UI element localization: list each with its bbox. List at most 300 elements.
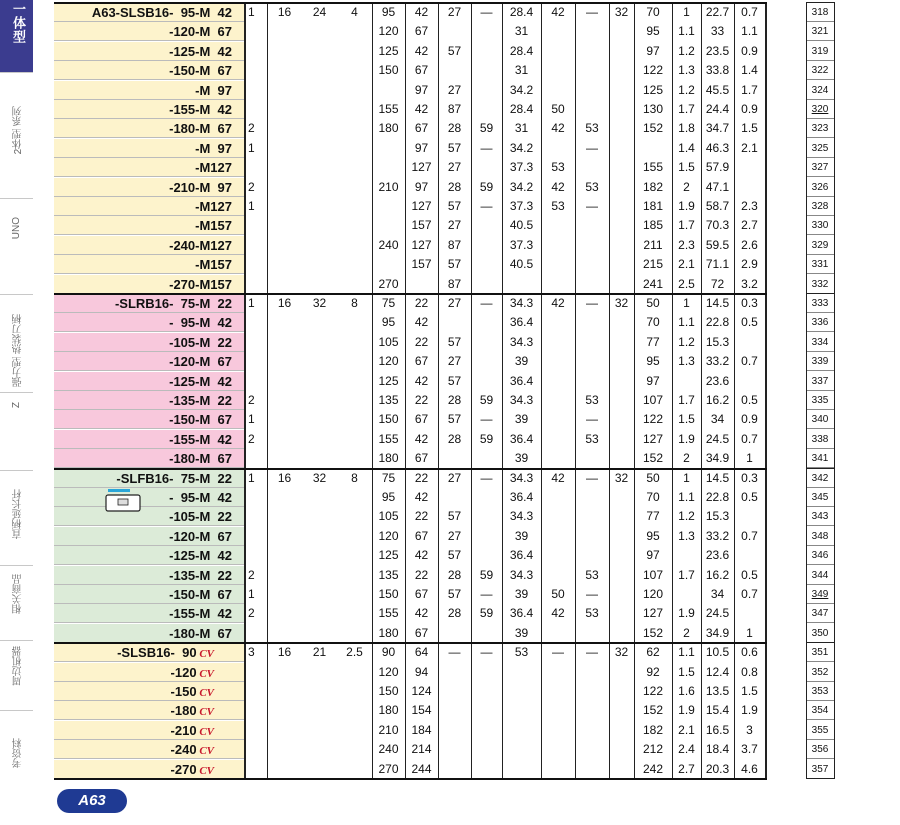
grid-line (372, 3, 373, 779)
sidebar-section-label: 相关商品 (13, 573, 24, 614)
table-row (54, 527, 829, 546)
spec-cell (734, 333, 765, 352)
spec-cell: 180 (378, 121, 399, 136)
spec-cell (575, 255, 609, 274)
spec-cell: 3 (746, 722, 753, 737)
ref-page-link[interactable]: 340 (806, 410, 834, 429)
ref-page-link[interactable]: 322 (806, 61, 834, 80)
spec-cell (672, 372, 701, 391)
sidebar-section[interactable] (0, 640, 33, 711)
group-separator-page (806, 468, 835, 469)
cv-mark: CV (196, 706, 214, 719)
spec-cell: 127 (411, 160, 432, 175)
spec-cell (267, 682, 302, 701)
grid-line (575, 3, 576, 779)
ref-page-link[interactable]: 329 (806, 236, 834, 255)
spec-cell: 0.7 (741, 528, 758, 543)
spec-cell: 125 (378, 548, 399, 563)
spec-cell (471, 333, 502, 352)
group-separator-page (806, 2, 835, 3)
ref-page-link[interactable]: 334 (806, 333, 834, 352)
model-number (54, 197, 244, 216)
spec-cell: 244 (411, 761, 432, 776)
ref-page-link[interactable]: 357 (806, 760, 834, 779)
spec-cell (609, 119, 634, 138)
spec-cell (244, 624, 267, 643)
model-text: -150-M 67 (169, 63, 232, 79)
model-text: -125-M 42 (169, 43, 232, 59)
spec-cell: 125 (642, 82, 664, 97)
cv-mark: CV (196, 745, 214, 758)
spec-cell (471, 701, 502, 720)
spec-cell (244, 488, 267, 507)
spec-cell: 42 (551, 5, 565, 19)
spec-cell: 28.4 (509, 43, 534, 58)
spec-cell (541, 566, 575, 585)
spec-cell (267, 527, 302, 546)
spec-cell (302, 682, 337, 701)
ref-page-link[interactable]: 350 (806, 624, 834, 643)
spec-cell (609, 604, 634, 623)
ref-page-link[interactable]: 341 (806, 449, 834, 468)
spec-cell: 240 (378, 742, 399, 757)
spec-cell (541, 682, 575, 701)
spec-cell: 0.3 (741, 470, 758, 485)
model-text: -120-M 67 (169, 24, 232, 40)
spec-cell: 95 (646, 354, 660, 369)
spec-cell: 53 (585, 606, 599, 621)
spec-cell: 28 (447, 179, 462, 194)
spec-cell: 1.5 (741, 684, 758, 698)
spec-cell (267, 721, 302, 740)
table-row (54, 740, 829, 759)
spec-cell: 2 (683, 451, 690, 466)
spec-cell (609, 61, 634, 80)
spec-cell: 13.5 (705, 684, 730, 698)
grid-line (405, 3, 406, 779)
spec-cell: 2.1 (741, 140, 758, 155)
spec-cell: 27 (447, 470, 462, 485)
sidebar-section[interactable] (0, 565, 33, 641)
ref-page-link[interactable]: 333 (806, 294, 834, 313)
spec-cell: 2 (248, 179, 255, 194)
table-row (54, 22, 829, 41)
ref-page-link[interactable]: 349 (806, 585, 834, 604)
spec-cell (609, 760, 634, 779)
spec-cell (634, 139, 672, 158)
spec-cell (541, 61, 575, 80)
spec-cell (337, 178, 372, 197)
spec-cell (471, 61, 502, 80)
spec-cell (609, 333, 634, 352)
spec-cell (302, 566, 337, 585)
spec-cell (541, 42, 575, 61)
spec-cell: 2.1 (678, 722, 695, 737)
spec-cell (575, 663, 609, 682)
spec-cell (337, 682, 372, 701)
spec-cell: 2.3 (741, 199, 758, 213)
spec-cell (244, 100, 267, 119)
ref-page-link[interactable]: 328 (806, 197, 834, 216)
spec-cell: 1.3 (678, 63, 695, 78)
spec-cell (337, 391, 372, 410)
sidebar-section-label: Z (11, 402, 22, 409)
ref-page-link[interactable]: 345 (806, 488, 834, 507)
spec-cell: 2.7 (741, 218, 758, 233)
spec-cell: 70 (646, 315, 660, 330)
spec-cell (541, 507, 575, 526)
spec-cell: 32 (614, 296, 629, 310)
ref-page-link[interactable]: 318 (806, 3, 834, 22)
spec-cell: 1.1 (678, 315, 695, 330)
sidebar-section[interactable] (0, 392, 33, 471)
spec-cell (471, 721, 502, 740)
spec-cell (609, 81, 634, 100)
spec-cell (267, 430, 302, 449)
table-row (54, 42, 829, 61)
model-text: -120-M 67 (169, 528, 232, 544)
spec-cell: 2 (683, 179, 690, 194)
spec-cell (337, 488, 372, 507)
spec-cell: 1 (248, 199, 255, 213)
spec-cell (609, 22, 634, 41)
model-text: -180-M 67 (169, 121, 232, 137)
spec-cell (337, 119, 372, 138)
spec-cell: — (586, 5, 598, 19)
spec-cell: 2.3 (678, 237, 695, 252)
spec-cell (244, 81, 267, 100)
spec-cell: 2.6 (741, 237, 758, 252)
spec-cell: 97 (646, 373, 660, 388)
model-text: -150 (170, 684, 197, 699)
spec-cell: 53 (585, 393, 599, 407)
ref-page-link[interactable]: 355 (806, 721, 834, 740)
spec-cell: 36.4 (509, 490, 534, 504)
ref-page-link[interactable]: 326 (806, 178, 834, 197)
model-number (54, 721, 244, 740)
spec-cell: 53 (585, 179, 599, 194)
model-number (54, 469, 244, 488)
spec-cell (471, 42, 502, 61)
spec-cell: 67 (414, 63, 429, 78)
model-text: -150-M 67 (169, 587, 232, 602)
spec-cell: 0.9 (741, 412, 758, 427)
group-separator (54, 468, 767, 470)
ref-page-link[interactable]: 342 (806, 469, 834, 488)
spec-cell: — (480, 587, 493, 601)
ref-page-link[interactable]: 335 (806, 391, 834, 410)
spec-cell: 27 (447, 82, 462, 97)
spec-cell: 16.2 (705, 567, 730, 582)
spec-cell: 87 (447, 237, 462, 252)
cv-mark: CV (196, 667, 214, 680)
spec-cell: 1.9 (678, 431, 695, 446)
spec-cell: 1 (683, 470, 690, 485)
spec-cell: 53 (551, 199, 565, 213)
spec-cell (302, 42, 337, 61)
table-row (54, 585, 829, 604)
spec-cell: 59 (479, 431, 494, 446)
spec-cell: 2 (248, 606, 255, 621)
table-row (54, 721, 829, 740)
spec-cell (267, 81, 302, 100)
spec-cell: 1.2 (678, 509, 695, 524)
sidebar-section[interactable] (0, 198, 33, 295)
spec-cell (267, 449, 302, 468)
cv-mark: CV (196, 725, 214, 738)
spec-cell: 33.8 (705, 63, 730, 78)
ref-page-link[interactable]: 356 (806, 740, 834, 759)
ref-page-link[interactable]: 344 (806, 566, 834, 585)
model-text: -135-M 22 (169, 393, 232, 408)
model-text: - 95-M 42 (169, 315, 232, 331)
spec-cell: 24.4 (705, 102, 730, 116)
spec-cell (471, 158, 502, 177)
ref-page-link[interactable]: 332 (806, 275, 834, 294)
spec-cell: 64 (414, 645, 429, 660)
sidebar-section-label: 直柄延长杆 (13, 488, 24, 539)
spec-cell: 1.9 (678, 606, 695, 621)
spec-cell (337, 721, 372, 740)
ref-page-link[interactable]: 348 (806, 527, 834, 546)
sidebar-section[interactable] (0, 294, 33, 393)
spec-cell (267, 585, 302, 604)
spec-cell: — (480, 412, 493, 427)
ref-page-link[interactable]: 346 (806, 546, 834, 565)
spec-cell (267, 236, 302, 255)
ref-page-link[interactable]: 352 (806, 663, 834, 682)
spec-cell: 22 (414, 393, 429, 407)
grid-line (471, 3, 472, 779)
spec-cell (609, 216, 634, 235)
table-row (54, 410, 829, 429)
spec-cell (609, 158, 634, 177)
spec-cell (267, 391, 302, 410)
sidebar-section[interactable] (0, 470, 33, 566)
spec-cell: 127 (642, 431, 664, 446)
ref-page-link[interactable]: 336 (806, 313, 834, 332)
sidebar-section[interactable] (0, 710, 33, 825)
model-text: -125-M 42 (169, 548, 232, 564)
table-row (54, 624, 829, 643)
spec-cell: 182 (642, 179, 664, 194)
spec-cell (471, 507, 502, 526)
spec-cell: 34.3 (509, 296, 534, 310)
spec-cell: 1.9 (741, 703, 758, 718)
ref-page-link[interactable]: 321 (806, 22, 834, 41)
ref-page-link[interactable]: 339 (806, 352, 834, 371)
ref-page-link[interactable]: 337 (806, 372, 834, 391)
cv-mark: CV (196, 648, 214, 661)
page-column-border (806, 3, 807, 779)
spec-cell: 92 (646, 664, 660, 679)
spec-cell (267, 216, 302, 235)
spec-cell (267, 178, 302, 197)
spec-cell: 1.5 (741, 121, 758, 136)
model-number (54, 604, 244, 623)
spec-cell: 72 (710, 276, 725, 291)
spec-cell: 16 (277, 5, 292, 19)
spec-cell: 1.5 (678, 664, 695, 679)
page-number-badge: A63 (57, 789, 127, 813)
model-number (54, 42, 244, 61)
ref-page-link[interactable]: 323 (806, 119, 834, 138)
sidebar-active-tab[interactable] (0, 0, 33, 72)
spec-cell (244, 352, 267, 371)
spec-cell (267, 313, 302, 332)
spec-cell: 3.2 (741, 276, 758, 291)
spec-cell: 53 (551, 160, 565, 175)
spec-cell: — (480, 470, 493, 485)
ref-page-link[interactable]: 347 (806, 604, 834, 623)
spec-cell (244, 721, 267, 740)
spec-cell: 14.5 (705, 470, 730, 485)
spec-cell (541, 546, 575, 565)
spec-cell (609, 430, 634, 449)
spec-cell: 32 (312, 470, 327, 485)
spec-cell: 155 (378, 606, 399, 621)
spec-cell: 95 (381, 315, 396, 330)
spec-cell (337, 546, 372, 565)
spec-cell: 67 (414, 451, 429, 466)
spec-cell (471, 760, 502, 779)
spec-cell (541, 624, 575, 643)
spec-cell (337, 430, 372, 449)
spec-cell (575, 22, 609, 41)
spec-cell (609, 721, 634, 740)
spec-cell: 0.5 (741, 393, 758, 407)
ref-page-link[interactable]: 331 (806, 255, 834, 274)
spec-cell: 1.9 (678, 199, 695, 213)
spec-cell (337, 372, 372, 391)
spec-cell: 270 (378, 276, 399, 291)
spec-cell: 150 (378, 412, 399, 427)
spec-cell (244, 449, 267, 468)
spec-cell: 2.5 (678, 276, 695, 291)
spec-cell: 107 (642, 393, 664, 407)
spec-cell (438, 61, 471, 80)
spec-cell (244, 61, 267, 80)
model-number (54, 430, 244, 449)
spec-cell: 15.3 (705, 509, 730, 524)
sidebar (0, 0, 33, 824)
spec-cell (541, 255, 575, 274)
spec-cell: 24.5 (705, 431, 730, 446)
spec-cell: 0.9 (741, 102, 758, 116)
spec-cell: 42 (414, 5, 429, 19)
sidebar-section-label: 周边机器 (13, 646, 24, 686)
spec-cell (471, 100, 502, 119)
spec-cell: 8 (351, 296, 358, 310)
spec-cell: 42 (551, 470, 565, 485)
spec-cell (609, 236, 634, 255)
spec-cell (438, 624, 471, 643)
ref-page-link[interactable]: 354 (806, 701, 834, 720)
spec-cell: 1.2 (678, 82, 695, 97)
spec-cell: 34.9 (705, 625, 730, 640)
spec-cell: 28 (447, 431, 462, 446)
spec-cell (302, 488, 337, 507)
spec-cell: — (480, 5, 493, 19)
spec-cell: 27 (447, 5, 462, 19)
model-text: -M157 (195, 218, 232, 234)
spec-cell (575, 372, 609, 391)
page-column-border (834, 3, 835, 779)
model-text: -180-M 67 (169, 625, 232, 641)
grid-line (438, 3, 439, 779)
spec-cell: 31 (514, 24, 529, 39)
spec-cell: 0.9 (741, 43, 758, 58)
spec-cell (438, 721, 471, 740)
ref-page-link[interactable]: 338 (806, 430, 834, 449)
spec-cell (609, 372, 634, 391)
spec-cell (302, 701, 337, 720)
model-text: - 95-M 42 (169, 490, 232, 505)
model-text: -SLRB16- 75-M 22 (114, 296, 232, 311)
model-text: -270-M157 (169, 276, 232, 292)
spec-cell (575, 449, 609, 468)
model-number (54, 546, 244, 565)
sidebar-section[interactable] (0, 72, 33, 199)
spec-cell (734, 158, 765, 177)
spec-cell: 37.3 (509, 160, 534, 175)
ref-page-link[interactable]: 324 (806, 81, 834, 100)
model-number (54, 682, 244, 701)
ref-page-link[interactable]: 351 (806, 643, 834, 662)
model-text: -135-M 22 (169, 567, 232, 583)
spec-cell (372, 158, 405, 177)
spec-cell (575, 546, 609, 565)
spec-cell (244, 275, 267, 294)
spec-cell (267, 507, 302, 526)
spec-cell: 124 (411, 684, 432, 698)
spec-cell: 31 (514, 63, 529, 78)
spec-cell (575, 216, 609, 235)
spec-cell: 23.6 (705, 373, 730, 388)
sidebar-active-label: 一体型 (11, 2, 26, 44)
spec-cell: 27 (447, 296, 462, 310)
ref-page-link[interactable]: 330 (806, 216, 834, 235)
spec-cell: 34 (710, 412, 725, 427)
spec-cell: 0.7 (741, 5, 758, 19)
spec-cell: 1.4 (741, 63, 758, 78)
ref-page-link[interactable]: 325 (806, 139, 834, 158)
spec-cell (575, 158, 609, 177)
ref-page-link[interactable]: 343 (806, 507, 834, 526)
spec-cell: 67 (414, 587, 429, 601)
spec-cell: — (586, 587, 598, 601)
spec-cell: 97 (646, 43, 660, 58)
spec-cell (302, 449, 337, 468)
sidebar-section-label: UNO (11, 217, 22, 240)
spec-cell (267, 740, 302, 759)
spec-cell: 22.8 (705, 490, 730, 504)
ref-page-link[interactable]: 320 (806, 100, 834, 119)
spec-cell: 1 (248, 296, 255, 310)
spec-cell: 50 (646, 296, 660, 310)
spec-cell: 28.4 (509, 102, 534, 116)
table-row (54, 119, 829, 138)
spec-cell: 70.3 (705, 218, 730, 233)
ref-page-link[interactable]: 319 (806, 42, 834, 61)
ref-page-link[interactable]: 327 (806, 158, 834, 177)
model-text: -M157 (195, 257, 232, 273)
spec-cell (438, 488, 471, 507)
spec-cell (541, 430, 575, 449)
grid-line (267, 3, 268, 779)
ref-page-link[interactable]: 353 (806, 682, 834, 701)
spec-cell: 155 (642, 160, 664, 175)
